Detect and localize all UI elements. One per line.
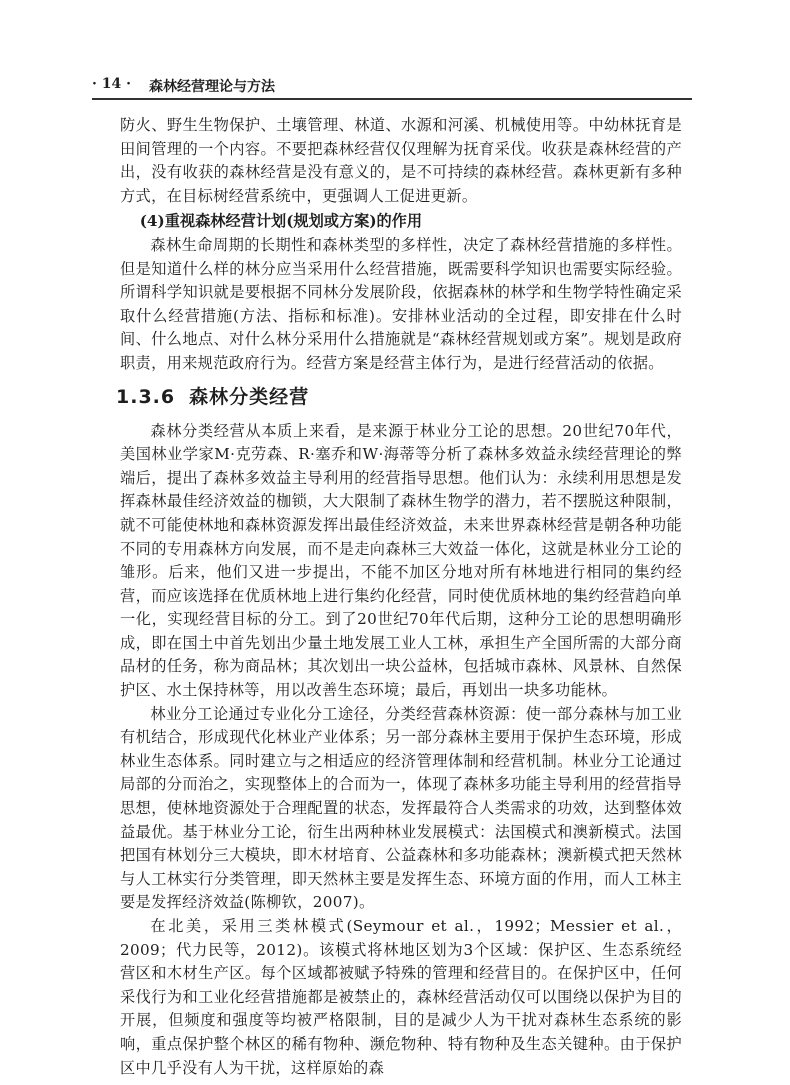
page-number: · 14 · — [92, 76, 131, 92]
paragraph-division-of-labor: 林业分工论通过专业化分工途径，分类经营森林资源：使一部分森林与加工业有机结合，形成现代化林业产业体系；另一部分森林主要用于保护生态环境，形成林业生态体系。同时建立与之相适应的经济管理体制和经营机制。林业分工论通过局部的分而治之，实现整体上的合而为一，体现了森林多功能主导利用的经营指导思想，使林地资源处于合理配置的状态，发挥最符合人类需求的功效，达到整体效益最优。基于林业分工论，衍生出两种林业发展模式：法国模式和澳新模式。法国把国有林划分三大模块，即木材培育、公益森林和多功能森林；澳新模式把天然林与人工林实行分类管理，即天然林主要是发挥生态、环境方面的作用，而人工林主要是发挥经济效益(陈柳钦，2007)。 — [120, 704, 682, 912]
section-heading — [116, 384, 682, 410]
paragraph-continuation: 防火、野生生物保护、土壤管理、林道、水源和河溪、机械使用等。中幼林抚育是田间管理的一个内容。不要把森林经营仅仅理解为抚育采伐。收获是森林经营的产出，没有收获的森林经营是没有意义的，是不可持续的森林经营。森林更新有多种方式，在目标树经营系统中，更强调人工促进更新。 — [120, 116, 682, 205]
subheading-management-plan: (4)重视森林经营计划(规划或方案)的作用 — [139, 212, 423, 231]
paragraph-classification-origin: 森林分类经营从本质上来看，是来源于林业分工论的思想。20世纪70年代，美国林业学家M·克劳森、R·塞乔和W·海蒂等分析了森林多效益永续经营理论的弊端后，提出了森林多效益主导利用的经营指导思想。他们认为：永续利用思想是发挥森林最佳经济效益的枷锁，大大限制了森林生物学的潜力，若不摆脱这种限制，就不可能使林地和森林资源发挥出最佳经济效益，未来世界森林经营是朝各种功能不同的专用森林方向发展，而不是走向森林三大效益一体化，这就是林业分工论的雏形。后来，他们又进一步提出，不能不加区分地对所有林地进行相同的集约经营，而应该选择在优质林地上进行集约化经营，同时使优质林地的集约经营趋向单一化，实现经营目标的分工。到了20世纪70年代后期，这种分工论的思想明确形成，即在国土中首先划出少量土地发展工业人工林，承担生产全国所需的大部分商品材的任务，称为商品林；其次划出一块公益林，包括城市森林、风景林、自然保护区、水土保持林等，用以改善生态环境；最后，再划出一块多功能林。 — [120, 421, 682, 700]
section-number: 1.3.6 — [116, 385, 176, 408]
book-title: 森林经营理论与方法 — [149, 79, 275, 95]
running-header — [92, 72, 692, 100]
page-body — [116, 114, 682, 1080]
paragraph-management-plan: 森林生命周期的长期性和森林类型的多样性，决定了森林经营措施的多样性。但是知道什么样的林分应当采用什么经营措施，既需要科学知识也需要实际经验。所谓科学知识就是要根据不同林分发展阶段，依据森林的林学和生物学特性确定采取什么经营措施(方法、指标和标准)。安排林业活动的全过程，即安排在什么时间、什么地点、对什么林分采用什么措施就是“森林经营规划或方案”。规划是政府职责，用来规范政府行为。经营方案是经营主体行为，是进行经营活动的依据。 — [120, 235, 682, 372]
paragraph-triad-model: 在北美，采用三类林模式(Seymour et al.，1992；Messier et al.，2009；代力民等，2012)。该模式将林地区划为3个区域：保护区、生态系统经营区和木材生产区。每个区域都被赋予特殊的管理和经营目的。在保护区中，任何采伐行为和工业化经营措施都是被禁止的，森林经营活动仅可以围绕以保护为目的开展，但频度和强度等均被严格限制，目的是减少人为干扰对森林生态系统的影响，重点保护整个林区的稀有物种、濒危物种、特有物种及生态关键种。由于保护区中几乎没有人为干扰，这样原始的森 — [120, 917, 682, 1077]
section-title: 森林分类经营 — [189, 385, 310, 408]
